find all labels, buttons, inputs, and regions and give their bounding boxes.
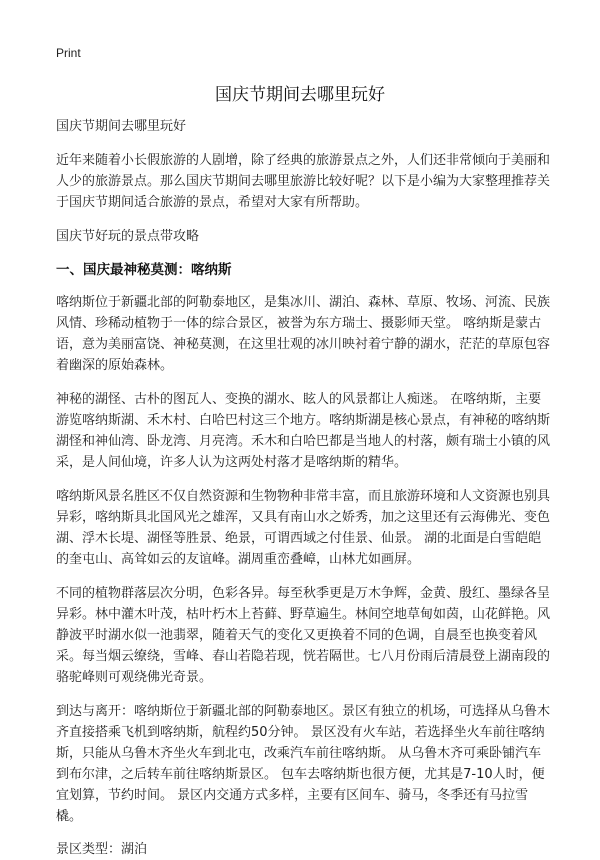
paragraph: 神秘的湖怪、古朴的图瓦人、变换的湖水、眩人的风景都让人痴迷。 在喀纳斯，主要游览喀纳斯湖、禾木村、白哈巴村这三个地方。喀纳斯湖是核心景点，有神秘的喀纳斯湖怪和神仙湾、卧龙湾、月亮湾。禾木和白哈巴都是当地人的村落，颇有瑞士小镇的风采，是人间仙境，许多人认为这两处村落才是喀纳斯的精华。 xyxy=(56,392,551,470)
intro-heading: 国庆节期间去哪里玩好 xyxy=(56,119,187,134)
section-label: 国庆节好玩的景点带攻略 xyxy=(56,229,200,244)
print-link[interactable]: Print xyxy=(56,46,81,60)
scenic-type: 景区类型：湖泊 xyxy=(56,842,148,857)
section-heading: 一、国庆最神秘莫测：喀纳斯 xyxy=(56,262,232,278)
page-title: 国庆节期间去哪里玩好 xyxy=(215,85,385,105)
paragraph: 不同的植物群落层次分明，色彩各异。每至秋季更是万木争辉，金黄、殷红、墨绿各呈异彩。林中灌木叶茂，枯叶朽木上苔藓、野草遍生。林间空地草甸如茵，山花鲜艳。风静波平时湖水似一池翡翠，随着天气的变化又更换着不同的色调，自晨至也换变着风采。每当烟云缭绕，雪峰、春山若隐若现，恍若隔世。七八月份雨后清晨登上湖南段的骆驼峰则可观绕佛光奇景。 xyxy=(56,586,551,685)
paragraph: 喀纳斯位于新疆北部的阿勒泰地区，是集冰川、湖泊、森林、草原、牧场、河流、民族风情、珍稀动植物于一体的综合景区，被誉为东方瑞士、摄影师天堂。 喀纳斯是蒙古语，意为美丽富饶、神秘莫测，在这里壮观的冰川映衬着宁静的湖水，茫茫的草原包容着幽深的原始森林。 xyxy=(56,295,551,373)
paragraph: 喀纳斯风景名胜区不仅自然资源和生物物种非常丰富，而且旅游环境和人文资源也别具异彩，喀纳斯具北国风光之雄浑，又具有南山水之娇秀，加之这里还有云海佛光、变色湖、浮木长堤、湖怪等胜景、绝景，可谓西域之付佳景、仙景。 湖的北面是白雪皑皑的奎屯山、高耸如云的友谊峰。湖周重峦叠嶂，山林尤如画屏。 xyxy=(56,489,551,567)
paragraph: 到达与离开：喀纳斯位于新疆北部的阿勒泰地区。景区有独立的机场，可选择从乌鲁木齐直接搭乘飞机到喀纳斯，航程约50分钟。 景区没有火车站，若选择坐火车前往喀纳斯，只能从乌鲁木齐坐火车到北屯，改乘汽车前往喀纳斯。 从乌鲁木齐可乘卧铺汽车到布尔津，之后转车前往喀纳斯景区。 包车去喀纳斯也很方便，尤其是7-10人时，便宜划算，节约时间。 景区内交通方式多样，主要有区间车、骑马，冬季还有马拉雪橇。 xyxy=(56,704,551,824)
article-body xyxy=(56,116,552,860)
intro-paragraph: 近年来随着小长假旅游的人剧增，除了经典的旅游景点之外，人们还非常倾向于美丽和人少的旅游景点。那么国庆节期间去哪里旅游比较好呢？以下是小编为大家整理推荐关于国庆节期间适合旅游的景点，希望对大家有所帮助。 xyxy=(56,153,551,210)
